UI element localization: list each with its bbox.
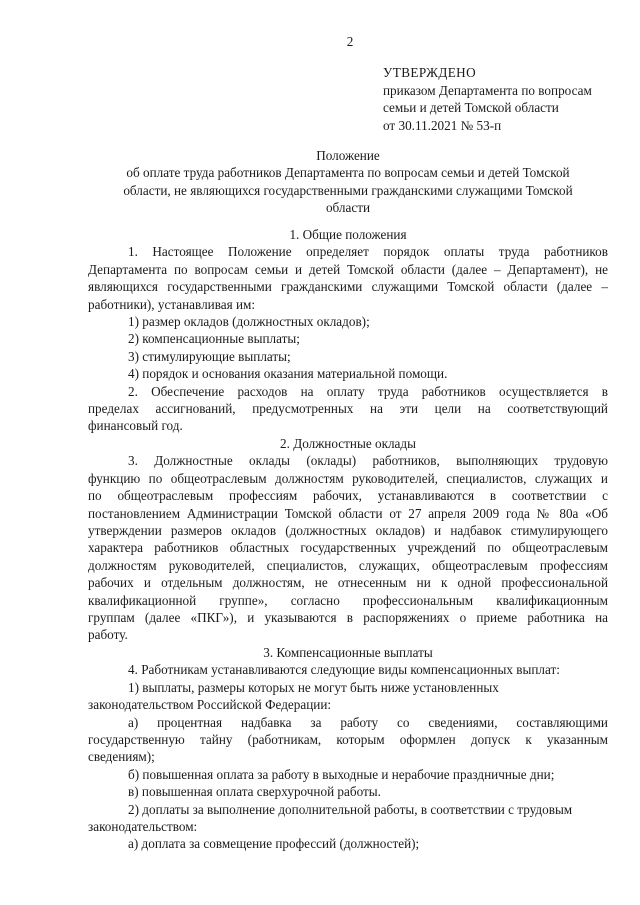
list-item: 2) компенсационные выплаты; — [128, 331, 300, 347]
section-1 — [88, 226, 608, 435]
paragraph-line: утверждении размеров окладов (должностных окладов) и надбавок стимулирующего — [88, 523, 608, 539]
section-heading: 3. Компенсационные выплаты — [263, 645, 433, 660]
approval-line: от 30.11.2021 № 53-п — [383, 117, 502, 133]
paragraph-line: работники), устанавливая им: — [88, 296, 256, 312]
page-number: 2 — [346, 34, 354, 49]
document-title — [88, 147, 608, 217]
title-heading: Положение — [316, 148, 380, 163]
list-item: а) процентная надбавка за работу со сведениями, составляющими — [128, 714, 608, 730]
paragraph-line: 4. Работникам устанавливаются следующие виды компенсационных выплат: — [128, 662, 560, 678]
title-line: области — [325, 200, 371, 216]
paragraph-line: 1. Настоящее Положение определяет порядок оплаты труда работников — [128, 244, 608, 260]
paragraph-line: рабочих и отдельным должностям, не отнесенным ни к одной профессиональной — [88, 575, 608, 591]
title-line: области, не являющихся государственными гражданскими служащими Томской — [123, 182, 573, 198]
paragraph-line: функцию по общеотраслевым должностям руководителей, специалистов, служащих и — [88, 470, 608, 486]
approval-heading: УТВЕРЖДЕНО — [383, 65, 477, 80]
list-item: 3) стимулирующие выплаты; — [128, 348, 291, 364]
paragraph-line: Департамента по вопросам семьи и детей Томской области (далее – Департамент), не — [88, 261, 608, 277]
paragraph-line: финансовый год. — [88, 418, 183, 434]
paragraph-line: являющихся государственными гражданскими служащими Томской области (далее – — [88, 279, 608, 295]
approval-block — [383, 64, 592, 134]
approval-line: семьи и детей Томской области — [383, 100, 559, 116]
approval-line: приказом Департамента по вопросам — [383, 82, 592, 98]
section-3 — [88, 644, 608, 853]
section-2 — [88, 435, 608, 644]
paragraph-line: 3. Должностные оклады (оклады) работников, выполняющих трудовую — [128, 453, 608, 469]
list-item: 1) размер окладов (должностных окладов); — [128, 314, 370, 330]
section-heading: 2. Должностные оклады — [280, 436, 416, 451]
paragraph-line: характера работников областных государственных учреждений по общеотраслевым — [88, 540, 608, 556]
list-item: сведениям); — [88, 749, 155, 765]
list-item: 4) порядок и основания оказания материальной помощи. — [128, 366, 448, 382]
list-item: законодательством: — [88, 819, 198, 835]
list-item: б) повышенная оплата за работу в выходные и нерабочие праздничные дни; — [128, 766, 555, 782]
section-heading: 1. Общие положения — [289, 227, 407, 242]
list-item: в) повышенная оплата сверхурочной работы. — [128, 784, 381, 800]
list-item: 2) доплаты за выполнение дополнительной работы, в соответствии с трудовым — [128, 801, 573, 817]
paragraph-line: постановлением Администрации Томской области от 27 апреля 2009 года № 80а «Об — [88, 505, 608, 521]
paragraph-line: квалификационной группе», согласно профессиональным квалификационным — [88, 592, 608, 608]
paragraph-line: работу. — [88, 627, 128, 643]
list-item: 1) выплаты, размеры которых не могут быть ниже установленных — [128, 679, 499, 695]
paragraph-line: по общеотраслевым профессиям рабочих, устанавливаются в соответствии с — [88, 488, 608, 504]
paragraph-line: пределах ассигнований, предусмотренных на эти цели на соответствующий — [88, 401, 608, 417]
list-item: законодательством Российской Федерации: — [88, 697, 332, 713]
paragraph-line: 2. Обеспечение расходов на оплату труда работников осуществляется в — [128, 383, 608, 399]
list-item: а) доплата за совмещение профессий (должностей); — [128, 836, 420, 852]
title-line: об оплате труда работников Департамента по вопросам семьи и детей Томской — [126, 165, 570, 181]
list-item: государственную тайну (работникам, которым оформлен допуск к указанным — [88, 732, 608, 748]
paragraph-line: должностям руководителей, специалистов, служащих, общеотраслевым профессиям — [88, 557, 608, 573]
paragraph-line: группам (далее «ПКГ»), и указываются в распоряжениях о приеме работника на — [88, 610, 608, 626]
